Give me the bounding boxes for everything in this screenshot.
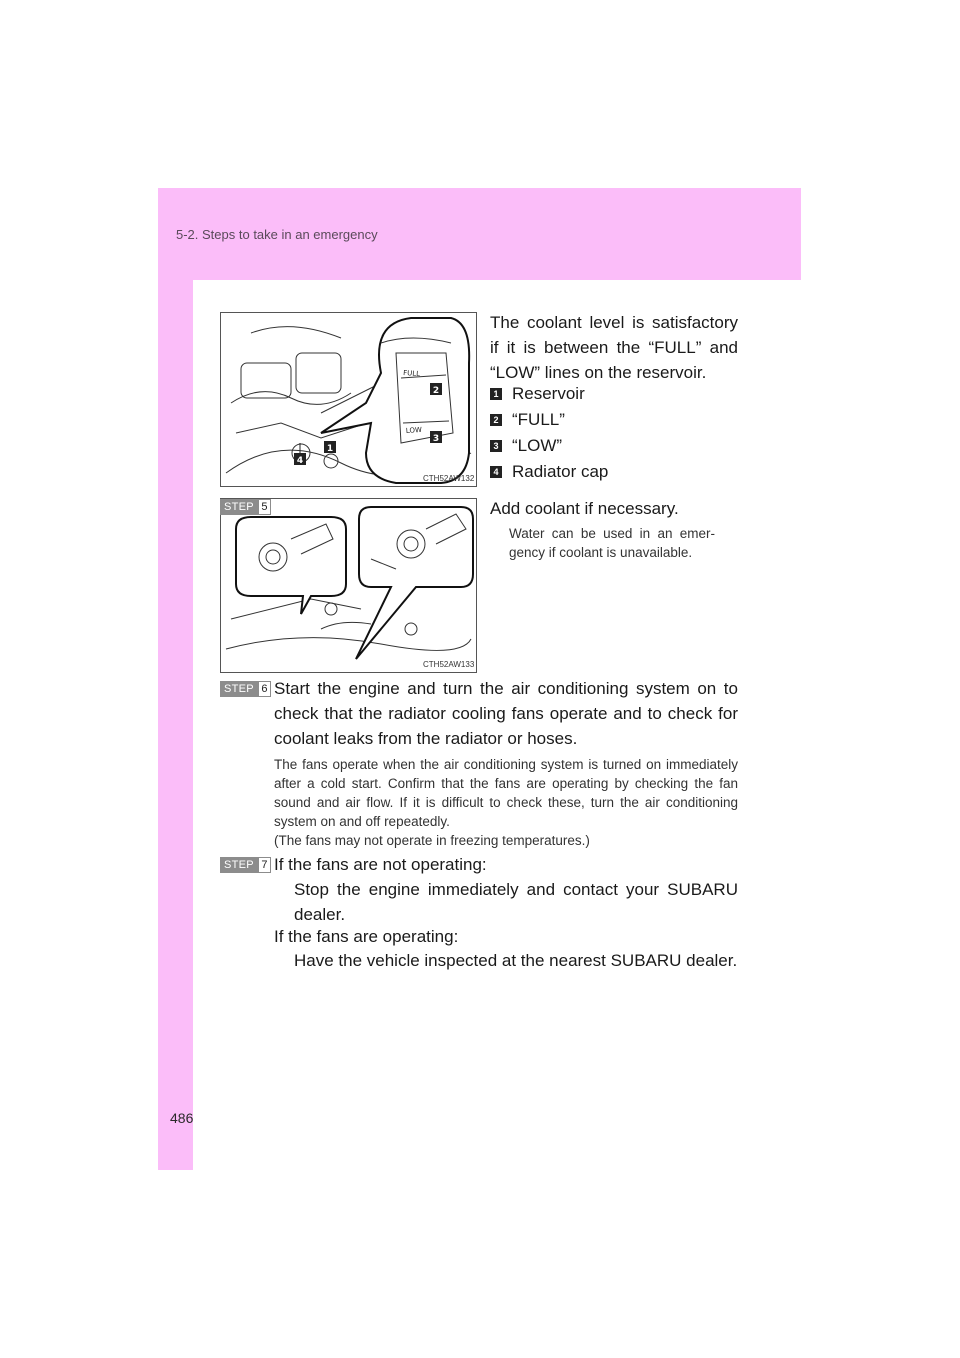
step-5-text: Add coolant if necessary. [490, 499, 679, 518]
step-number: 5 [258, 499, 271, 515]
svg-text:FULL: FULL [402, 369, 421, 379]
add-coolant-illustration [220, 498, 477, 673]
legend-item [490, 436, 562, 456]
step-label: STEP [220, 857, 258, 873]
step-6-badge [220, 681, 271, 697]
step-5-note: Water can be used in an emer-gency if coolant is unavailable. [509, 526, 715, 560]
step-7-condition-not: If the fans are not operating: [274, 855, 487, 874]
legend-number: 3 [490, 440, 502, 452]
svg-text:LOW: LOW [405, 425, 423, 435]
step-label: STEP [220, 681, 258, 697]
legend-item [490, 410, 565, 430]
section-title: 5-2. Steps to take in an emergency [176, 227, 378, 242]
step-7-action-yes: Have the vehicle inspected at the nearest SUBARU dealer. [294, 951, 738, 970]
legend-label: Radiator cap [512, 462, 609, 481]
step-4-text: The coolant level is satisfactory if it is between the “FULL” and “LOW” lines on the reservoir. [490, 313, 738, 382]
page-sidebar-band [158, 188, 193, 1170]
figure-code: CTH52AW133 [423, 660, 475, 669]
legend-label: “FULL” [512, 410, 565, 429]
figure-code: CTH52AW132 [423, 474, 475, 483]
legend-number: 1 [490, 388, 502, 400]
legend-number: 2 [490, 414, 502, 426]
step-5-badge [220, 499, 271, 515]
svg-text:1: 1 [326, 444, 334, 454]
step-number: 6 [258, 681, 271, 697]
legend-label: Reservoir [512, 384, 585, 403]
step-6-instruction: Start the engine and turn the air conditioning system on to check that the radiator cooling fans operate and to check for coolant leaks from the radiator or hoses. [274, 679, 738, 748]
step-7-condition-yes: If the fans are operating: [274, 927, 459, 946]
coolant-reservoir-illustration [220, 312, 477, 487]
step-number: 7 [258, 857, 271, 873]
step-7-action-not: Stop the engine immediately and contact your SUBARU dealer. [294, 880, 738, 924]
svg-text:3: 3 [432, 434, 440, 444]
step-6-note: The fans operate when the air conditioning system is turned on immediately after a cold start. Confirm that the fans are operating by checking the fan sound and air flow. If it is difficult to check these, turn the air conditioning system on and off repeatedly. [274, 757, 738, 829]
legend-item [490, 462, 608, 482]
legend-item [490, 384, 585, 404]
step-6-note-2: (The fans may not operate in freezing temperatures.) [274, 833, 590, 848]
step-7-badge [220, 857, 271, 873]
step-label: STEP [220, 499, 258, 515]
engine-bay-drawing [221, 313, 476, 486]
step-6-text [274, 676, 738, 751]
legend-number: 4 [490, 466, 502, 478]
svg-text:4: 4 [296, 456, 304, 466]
page-number: 486 [170, 1110, 194, 1126]
legend-label: “LOW” [512, 436, 563, 455]
radiator-cap-drawing [221, 499, 476, 672]
svg-text:2: 2 [432, 386, 440, 396]
